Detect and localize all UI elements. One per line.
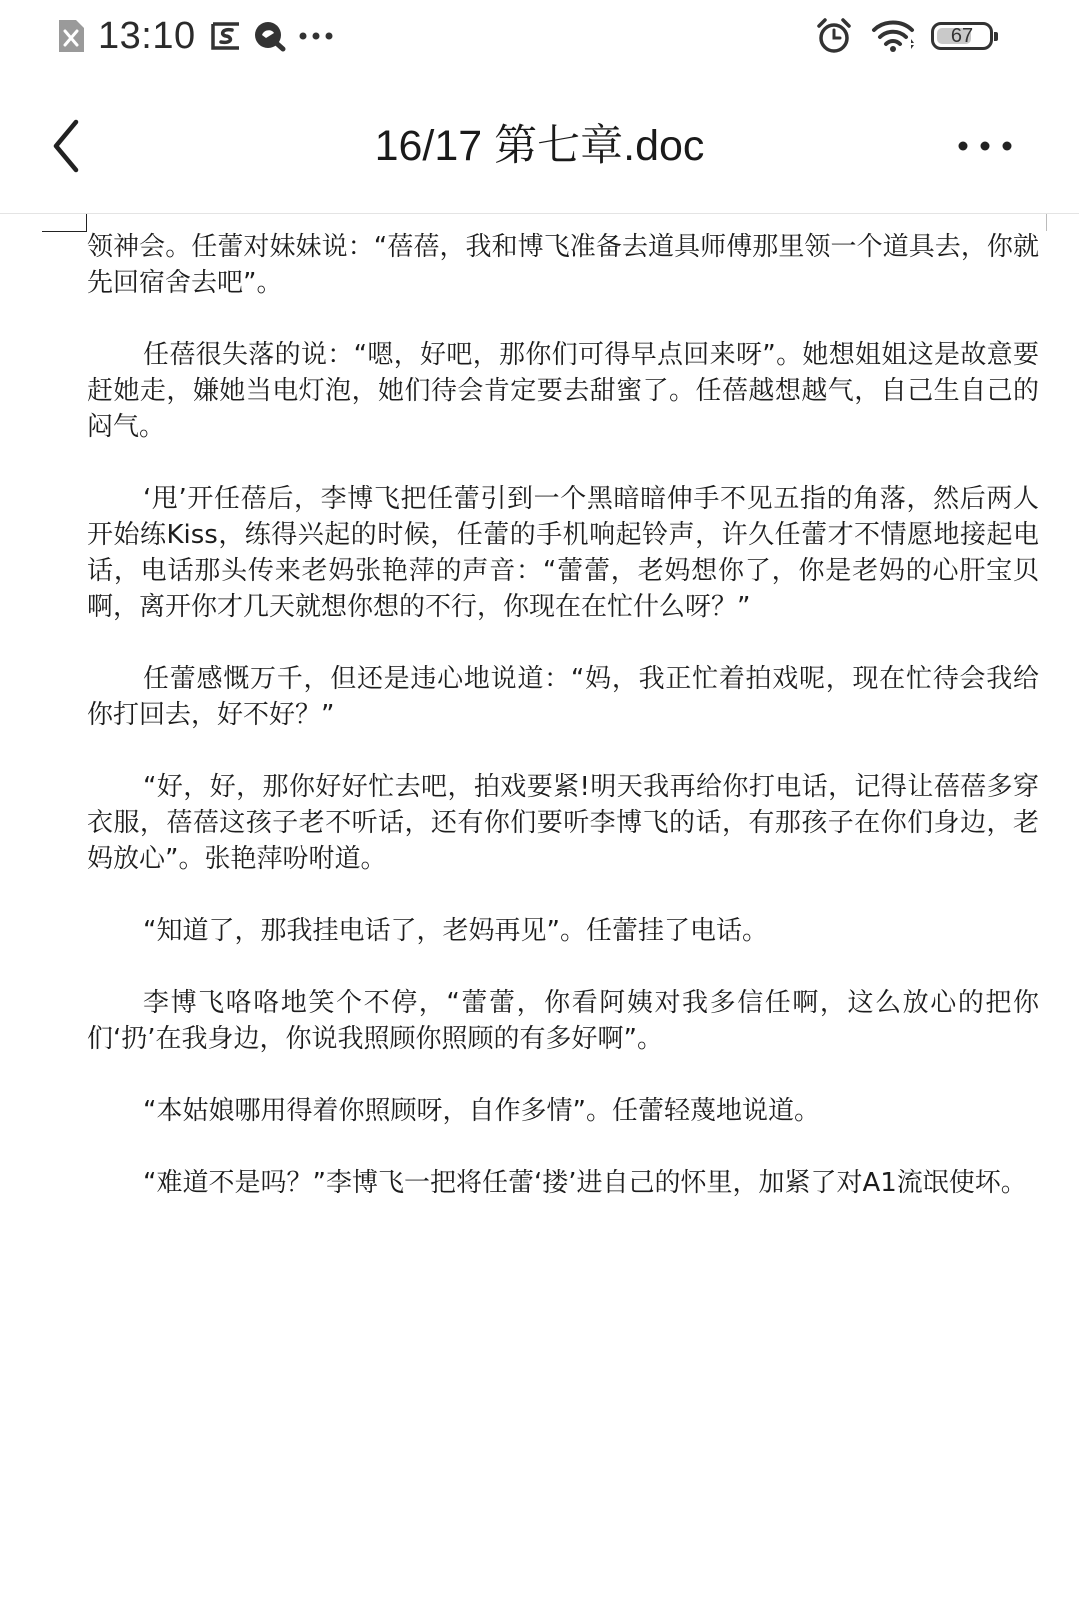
status-bar-right (815, 14, 993, 58)
chevron-left-icon (44, 116, 92, 176)
close-notification-icon (56, 18, 86, 54)
status-bar-left (56, 12, 334, 60)
document-viewer[interactable] (0, 214, 1079, 1616)
battery-level: 67 (950, 25, 974, 47)
paragraph: ‘甩’开任蓓后，李博飞把任蕾引到一个黑暗暗伸手不见五指的角落，然后两人开始练Kiss，练得兴起的时候，任蕾的手机响起铃声，许久任蕾才不情愿地接起电话，电话那头传来老妈张艳萍的声音：“蕾蕾，老妈想你了，你是老妈的心肝宝贝啊，离开你才几天就想你想的不行，你现在在忙什么呀？” (87, 484, 1039, 622)
more-dots-icon (298, 31, 334, 41)
paragraph: 任蕾感慨万千，但还是违心地说道：“妈，我正忙着拍戏呢，现在忙待会我给你打回去，好不好？” (87, 664, 1039, 730)
back-button[interactable] (44, 116, 92, 176)
q-app-icon (252, 19, 288, 53)
title-bar (0, 76, 1079, 214)
status-time: 13:10 (98, 14, 196, 57)
document-title: 16/17 第七章.doc (374, 122, 705, 170)
paragraph: “本姑娘哪用得着你照顾呀，自作多情”。任蕾轻蔑地说道。 (143, 1096, 820, 1126)
alarm-icon (815, 17, 853, 55)
paragraph: 领神会。任蕾对妹妹说：“蓓蓓，我和博飞准备去道具师傅那里领一个道具去，你就先回宿舍去吧”。 (87, 232, 1039, 298)
paragraph: “难道不是吗？”李博飞一把将任蕾‘搂’进自己的怀里，加紧了对A1流氓使坏。 (143, 1168, 1027, 1198)
document-body (87, 229, 1039, 1237)
battery-tip (994, 32, 998, 41)
wifi-icon (871, 19, 917, 53)
paragraph: 李博飞咯咯地笑个不停，“蕾蕾，你看阿姨对我多信任啊，这么放心的把你们‘扔’在我身边，你说我照顾你照顾的有多好啊”。 (87, 988, 1039, 1054)
page-margin-marker (42, 214, 87, 232)
more-horizontal-icon (955, 128, 1015, 164)
paragraph: 任蓓很失落的说：“嗯，好吧，那你们可得早点回来呀”。她想姐姐这是故意要赶她走，嫌她当电灯泡，她们待会肯定要去甜蜜了。任蓓越想越气，自己生自己的闷气。 (87, 340, 1039, 442)
page-edge-marker (1046, 214, 1047, 231)
s-app-icon (210, 20, 242, 52)
paragraph: “好，好，那你好好忙去吧，拍戏要紧!明天我再给你打电话，记得让蓓蓓多穿衣服，蓓蓓这孩子老不听话，还有你们要听李博飞的话，有那孩子在你们身边，老妈放心”。张艳萍吩咐道。 (87, 772, 1039, 874)
status-bar (0, 0, 1079, 76)
paragraph: “知道了，那我挂电话了，老妈再见”。任蕾挂了电话。 (143, 916, 768, 946)
battery-icon (931, 22, 993, 50)
more-options-button[interactable] (955, 128, 1015, 164)
